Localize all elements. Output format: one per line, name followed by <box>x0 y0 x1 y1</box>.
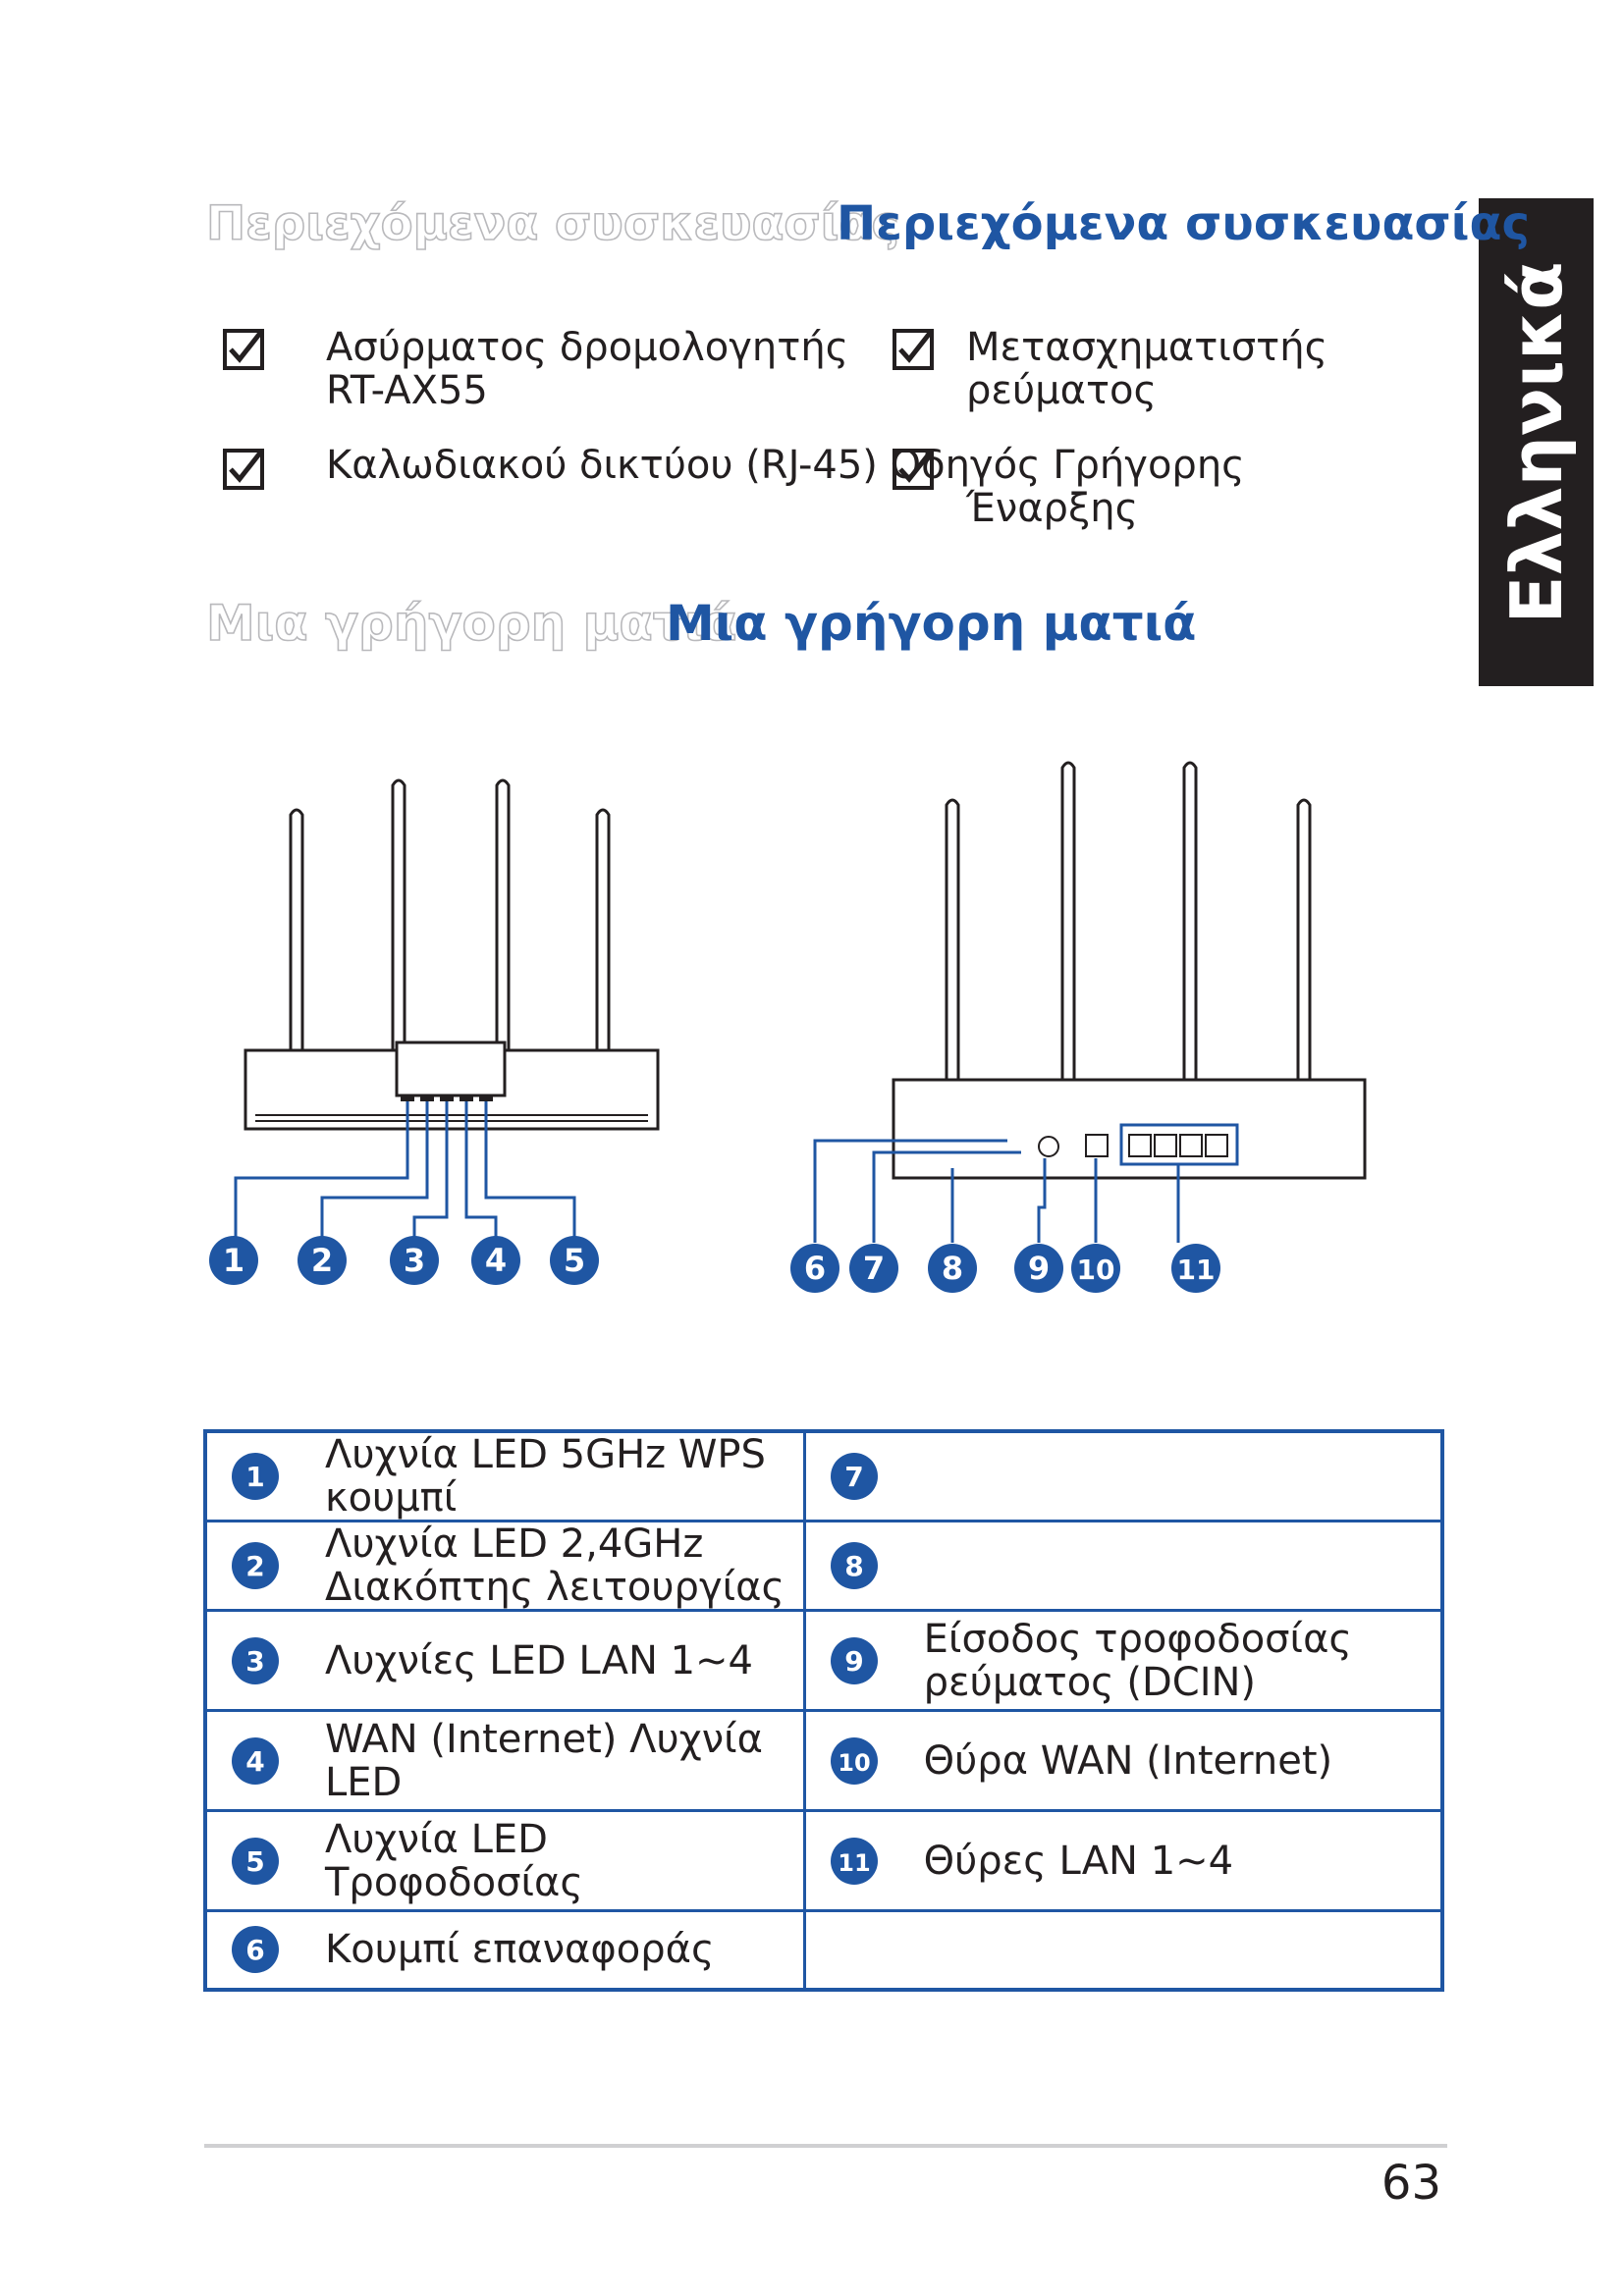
legend-row: 4 WAN (Internet) Λυχνία LED 10 Θύρα WAN (Internet) <box>205 1711 1442 1811</box>
legend-number-5-icon <box>231 1837 280 1886</box>
package-item-cable-guide: Καλωδιακού δικτύου (RJ-45) Οδηγός Γρήγορης Έναρξης <box>326 443 1245 531</box>
svg-text:7: 7 <box>862 1250 886 1287</box>
svg-text:9: 9 <box>843 1644 864 1678</box>
svg-text:4: 4 <box>484 1242 508 1279</box>
checkbox-checked-icon <box>892 448 935 491</box>
language-side-tab <box>1479 198 1594 686</box>
callout-4-icon <box>470 1235 521 1286</box>
callout-7-icon <box>848 1243 899 1294</box>
svg-text:5: 5 <box>245 1844 265 1878</box>
callout-1-icon <box>208 1235 259 1286</box>
footer-divider <box>204 2144 1447 2148</box>
legend-number-11-icon <box>830 1837 879 1886</box>
checkbox-checked-icon <box>222 328 265 371</box>
legend-number-8-icon <box>830 1541 879 1590</box>
section1-ghost-title: Περιεχόμενα συσκευασίας <box>206 196 899 251</box>
checkbox-checked-icon <box>892 328 935 371</box>
language-tab-label: Ελληνικά <box>1494 260 1578 624</box>
legend-number-6-icon <box>231 1925 280 1974</box>
router-back-diagram <box>785 746 1394 1315</box>
legend-row: 2 Λυχνία LED 2,4GHz Διακόπτης λειτουργίας 8 <box>205 1522 1442 1611</box>
legend-number-4-icon <box>231 1736 280 1786</box>
page-number: 63 <box>1380 2156 1441 2211</box>
callout-8-icon <box>927 1243 978 1294</box>
svg-text:2: 2 <box>310 1242 334 1279</box>
svg-text:10: 10 <box>1076 1254 1115 1286</box>
svg-text:2: 2 <box>245 1550 265 1582</box>
svg-text:3: 3 <box>245 1644 265 1678</box>
section2-title: Μια γρήγορη ματιά <box>666 595 1197 652</box>
callout-3-icon <box>389 1235 440 1286</box>
legend-empty-cell <box>804 1911 1442 1990</box>
svg-text:10: 10 <box>837 1748 871 1777</box>
svg-text:1: 1 <box>245 1461 265 1493</box>
svg-text:11: 11 <box>837 1848 871 1877</box>
legend-number-1-icon <box>231 1452 280 1501</box>
legend-number-9-icon <box>830 1636 879 1685</box>
section1-title: Περιεχόμενα συσκευασίας <box>837 196 1530 251</box>
svg-text:5: 5 <box>563 1242 586 1279</box>
legend-number-3-icon <box>231 1636 280 1685</box>
package-item-adapter: Μετασχηματιστής ρεύματος <box>966 325 1328 413</box>
svg-text:11: 11 <box>1176 1254 1216 1286</box>
legend-table <box>203 1429 1444 1992</box>
callout-5-icon <box>549 1235 600 1286</box>
svg-text:3: 3 <box>403 1242 426 1279</box>
svg-text:8: 8 <box>941 1250 964 1287</box>
package-item-router: Ασύρματος δρομολογητής RT-AX55 <box>326 325 849 413</box>
svg-text:8: 8 <box>843 1550 864 1582</box>
callout-11-icon <box>1170 1243 1221 1294</box>
legend-row: 3 Λυχνίες LED LAN 1~4 9 Είσοδος τροφοδοσίας ρεύματος (DCIN) <box>205 1611 1442 1711</box>
router-front-diagram <box>196 756 687 1306</box>
callout-2-icon <box>297 1235 348 1286</box>
legend-row: 1 Λυχνία LED 5GHz WPS κουμπί 7 <box>205 1431 1442 1522</box>
legend-row: 5 Λυχνία LED Τροφοδοσίας 11 Θύρες LAN 1~4 <box>205 1811 1442 1911</box>
svg-text:1: 1 <box>222 1242 245 1279</box>
svg-text:6: 6 <box>803 1250 827 1287</box>
callout-6-icon <box>789 1243 840 1294</box>
svg-text:4: 4 <box>245 1744 265 1778</box>
legend-number-7-icon <box>830 1452 879 1501</box>
svg-text:9: 9 <box>1027 1250 1051 1287</box>
checkbox-checked-icon <box>222 448 265 491</box>
callout-10-icon <box>1070 1243 1121 1294</box>
legend-number-10-icon <box>830 1736 879 1786</box>
legend-number-2-icon <box>231 1541 280 1590</box>
legend-row: 6 Κουμπί επαναφοράς <box>205 1911 1442 1990</box>
svg-text:6: 6 <box>245 1934 265 1967</box>
callout-9-icon <box>1013 1243 1064 1294</box>
section2-ghost-title: Μια γρήγορη ματιά <box>206 595 737 652</box>
svg-text:7: 7 <box>843 1461 864 1493</box>
